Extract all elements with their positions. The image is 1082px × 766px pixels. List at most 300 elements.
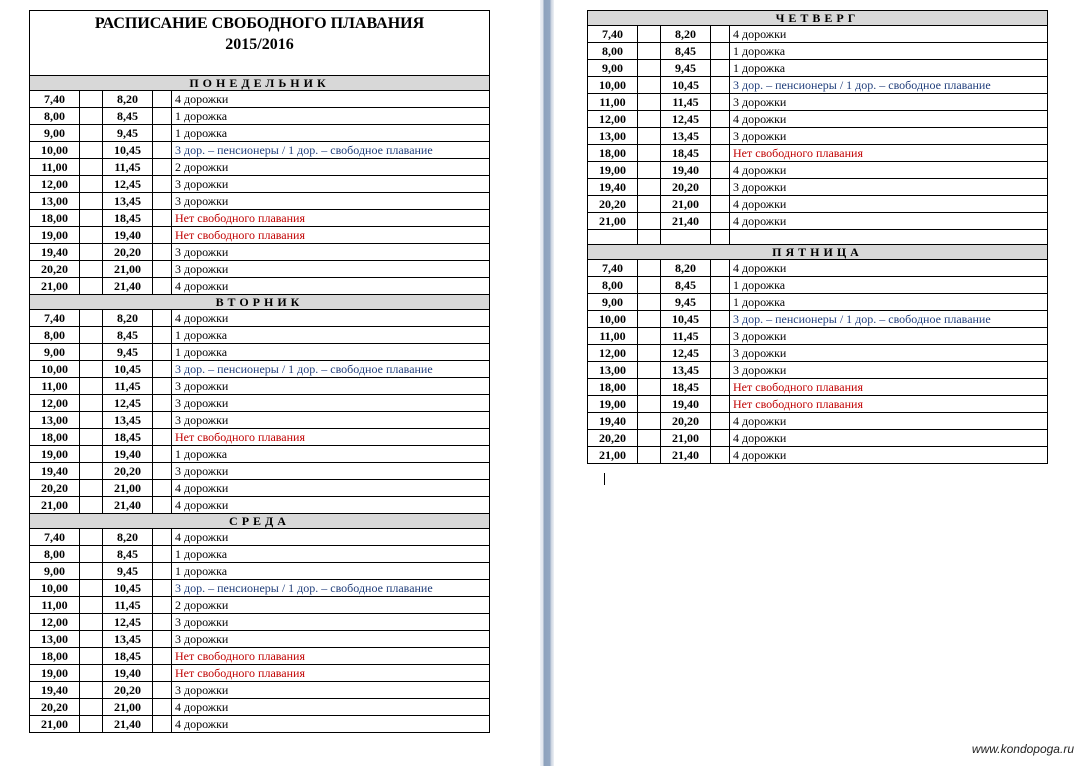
spacer-cell [153,378,172,395]
spacer-cell [153,91,172,108]
spacer-cell [711,60,730,77]
schedule-row [30,125,490,142]
start-time: 18,00 [30,210,80,227]
lane-note: 1 дорожка [172,125,490,142]
lane-note: 4 дорожки [730,196,1048,213]
lane-note: Нет свободного плавания [172,648,490,665]
empty-row [588,230,1048,245]
end-time: 21,00 [661,196,711,213]
schedule-row [588,345,1048,362]
start-time: 10,00 [30,361,80,378]
start-time: 12,00 [30,176,80,193]
spacer-cell [638,77,661,94]
end-time: 19,40 [103,227,153,244]
spacer-cell [80,244,103,261]
start-time: 9,00 [588,60,638,77]
schedule-row [30,631,490,648]
lane-note: 3 дорожки [730,179,1048,196]
schedule-row [30,227,490,244]
lane-note: 3 дорожки [172,463,490,480]
spacer-cell [711,43,730,60]
end-time: 19,40 [103,446,153,463]
lane-note: Нет свободного плавания [172,665,490,682]
start-time: 21,00 [30,497,80,514]
lane-note: 3 дор. – пенсионеры / 1 дор. – свободное плавание [730,311,1048,328]
start-time: 7,40 [30,91,80,108]
lane-note: 3 дорожки [730,128,1048,145]
end-time: 9,45 [103,563,153,580]
schedule-row [588,447,1048,464]
schedule-row [30,142,490,159]
end-time: 13,45 [103,631,153,648]
day-header: ЧЕТВЕРГ [588,11,1048,26]
start-time: 13,00 [30,412,80,429]
end-time: 13,45 [103,412,153,429]
start-time: 20,20 [588,430,638,447]
end-time: 18,45 [661,379,711,396]
watermark-text: www.kondopoga.ru [971,742,1074,756]
end-time: 12,45 [103,614,153,631]
end-time: 20,20 [103,682,153,699]
start-time: 12,00 [588,111,638,128]
schedule-row [588,111,1048,128]
start-time: 8,00 [588,277,638,294]
end-time: 20,20 [103,244,153,261]
end-time: 8,45 [103,546,153,563]
end-time: 20,20 [661,179,711,196]
lane-note: 4 дорожки [172,497,490,514]
lane-note: 3 дорожки [172,682,490,699]
start-time: 11,00 [30,378,80,395]
start-time: 18,00 [588,379,638,396]
end-time: 21,40 [103,278,153,295]
spacer-cell [711,430,730,447]
start-time: 8,00 [588,43,638,60]
spacer-cell [153,648,172,665]
spacer-cell [80,395,103,412]
spacer-cell [153,497,172,514]
spacer-cell [153,665,172,682]
lane-note: 4 дорожки [730,213,1048,230]
end-time: 19,40 [661,162,711,179]
schedule-row [30,278,490,295]
schedule-row [30,412,490,429]
lane-note: 3 дорожки [172,614,490,631]
spacer-cell [80,412,103,429]
day-header-row [30,76,490,91]
lane-note: 3 дорожки [172,261,490,278]
title-row [30,11,490,76]
end-time: 8,45 [103,327,153,344]
schedule-row [30,344,490,361]
spacer-cell [80,631,103,648]
start-time: 10,00 [588,311,638,328]
spacer-cell [80,446,103,463]
spacer-cell [80,546,103,563]
spacer-cell [153,395,172,412]
spacer-cell [80,361,103,378]
schedule-row [30,665,490,682]
spacer-cell [638,447,661,464]
lane-note: 4 дорожки [172,91,490,108]
end-time: 21,40 [103,497,153,514]
lane-note: 4 дорожки [730,447,1048,464]
lane-note: 1 дорожка [172,108,490,125]
lane-note: 3 дорожки [172,378,490,395]
day-header-row [30,514,490,529]
end-time: 12,45 [661,345,711,362]
end-time: 11,45 [103,597,153,614]
spacer-cell [153,699,172,716]
spacer-cell [638,413,661,430]
spacer-cell [711,260,730,277]
schedule-row [588,43,1048,60]
schedule-row [30,463,490,480]
lane-note: 3 дорожки [172,244,490,261]
spacer-cell [80,227,103,244]
spacer-cell [80,580,103,597]
start-time: 12,00 [30,395,80,412]
schedule-row [30,244,490,261]
spacer-cell [153,480,172,497]
lane-note: 4 дорожки [730,430,1048,447]
end-time: 10,45 [103,361,153,378]
spacer-cell [153,597,172,614]
spacer-cell [80,108,103,125]
spacer-cell [80,125,103,142]
lane-note: 3 дорожки [172,412,490,429]
lane-note: 3 дорожки [730,328,1048,345]
spacer-cell [80,327,103,344]
start-time: 19,40 [30,244,80,261]
end-time: 18,45 [103,648,153,665]
spacer-cell [80,261,103,278]
lane-note: 1 дорожка [172,446,490,463]
spacer-cell [80,480,103,497]
spacer-cell [638,379,661,396]
spacer-cell [153,327,172,344]
schedule-row [30,378,490,395]
start-time: 11,00 [30,159,80,176]
lane-note: Нет свободного плавания [172,210,490,227]
start-time: 19,40 [588,413,638,430]
schedule-row [30,108,490,125]
lane-note: 4 дорожки [172,278,490,295]
spacer-cell [80,193,103,210]
spacer-cell [638,196,661,213]
end-time: 19,40 [103,665,153,682]
lane-note: 1 дорожка [730,294,1048,311]
start-time: 20,20 [588,196,638,213]
end-time: 8,20 [661,260,711,277]
spacer-cell [80,597,103,614]
spacer-cell [638,328,661,345]
spacer-cell [711,111,730,128]
spacer-cell [153,446,172,463]
schedule-row [30,91,490,108]
end-time: 11,45 [661,94,711,111]
lane-note: Нет свободного плавания [730,396,1048,413]
spacer-cell [638,345,661,362]
schedule-row [30,310,490,327]
spacer-cell [638,396,661,413]
end-time: 21,40 [661,213,711,230]
schedule-row [588,213,1048,230]
spacer-cell [80,159,103,176]
start-time: 11,00 [588,94,638,111]
start-time: 19,00 [588,396,638,413]
end-time: 10,45 [103,580,153,597]
schedule-row [30,497,490,514]
schedule-table-right [587,10,1048,464]
lane-note: Нет свободного плавания [730,145,1048,162]
lane-note: 4 дорожки [172,529,490,546]
spacer-cell [153,210,172,227]
start-time: 9,00 [30,344,80,361]
empty-cell [588,230,638,245]
lane-note: 3 дор. – пенсионеры / 1 дор. – свободное плавание [172,361,490,378]
spacer-cell [711,145,730,162]
spacer-cell [153,463,172,480]
schedule-row [588,311,1048,328]
document-page-left [0,0,540,766]
end-time: 13,45 [661,128,711,145]
start-time: 10,00 [30,580,80,597]
schedule-row [588,145,1048,162]
end-time: 18,45 [103,210,153,227]
end-time: 13,45 [661,362,711,379]
lane-note: 4 дорожки [730,260,1048,277]
schedule-row [30,361,490,378]
lane-note: 3 дорожки [172,631,490,648]
spacer-cell [711,162,730,179]
end-time: 21,00 [103,261,153,278]
start-time: 19,00 [30,665,80,682]
schedule-row [30,429,490,446]
lane-note: 1 дорожка [172,563,490,580]
spacer-cell [638,179,661,196]
lane-note: 4 дорожки [172,699,490,716]
schedule-row [30,546,490,563]
schedule-row [30,563,490,580]
spacer-cell [80,699,103,716]
spacer-cell [153,278,172,295]
schedule-row [588,379,1048,396]
spacer-cell [638,26,661,43]
spacer-cell [711,196,730,213]
schedule-row [30,210,490,227]
lane-note: 4 дорожки [730,413,1048,430]
start-time: 12,00 [588,345,638,362]
start-time: 20,20 [30,261,80,278]
spacer-cell [638,94,661,111]
schedule-row [30,480,490,497]
spacer-cell [80,310,103,327]
lane-note: 1 дорожка [730,43,1048,60]
start-time: 19,40 [588,179,638,196]
spacer-cell [711,128,730,145]
spacer-cell [153,159,172,176]
spacer-cell [80,682,103,699]
lane-note: 3 дор. – пенсионеры / 1 дор. – свободное плавание [172,580,490,597]
end-time: 20,20 [661,413,711,430]
schedule-row [30,261,490,278]
day-header-row [588,245,1048,260]
spacer-cell [153,361,172,378]
title-line-1: РАСПИСАНИЕ СВОБОДНОГО ПЛАВАНИЯ [94,15,425,32]
end-time: 9,45 [661,60,711,77]
spacer-cell [80,716,103,733]
spacer-cell [80,344,103,361]
spacer-cell [80,429,103,446]
spacer-cell [80,91,103,108]
spacer-cell [153,142,172,159]
end-time: 13,45 [103,193,153,210]
spacer-cell [153,412,172,429]
spacer-cell [711,328,730,345]
start-time: 19,40 [30,463,80,480]
schedule-row [588,396,1048,413]
schedule-row [30,699,490,716]
start-time: 19,00 [30,227,80,244]
end-time: 12,45 [103,176,153,193]
end-time: 9,45 [103,125,153,142]
spacer-cell [638,128,661,145]
end-time: 21,00 [661,430,711,447]
lane-note: 3 дорожки [730,345,1048,362]
start-time: 13,00 [588,128,638,145]
lane-note: 3 дорожки [172,395,490,412]
schedule-row [588,294,1048,311]
start-time: 21,00 [30,278,80,295]
spacer-cell [80,497,103,514]
spacer-cell [711,77,730,94]
spacer-cell [711,311,730,328]
end-time: 8,20 [103,529,153,546]
spacer-cell [153,310,172,327]
schedule-table-left [29,10,490,733]
lane-note: 4 дорожки [730,162,1048,179]
start-time: 8,00 [30,327,80,344]
spacer-cell [711,26,730,43]
spacer-cell [80,665,103,682]
start-time: 7,40 [30,529,80,546]
empty-cell [638,230,661,245]
lane-note: 2 дорожки [172,159,490,176]
start-time: 21,00 [588,447,638,464]
start-time: 13,00 [30,193,80,210]
spacer-cell [153,227,172,244]
schedule-row [588,26,1048,43]
lane-note: 3 дорожки [730,362,1048,379]
lane-note: 1 дорожка [730,60,1048,77]
lane-note: 1 дорожка [172,327,490,344]
end-time: 8,20 [103,310,153,327]
schedule-row [30,648,490,665]
spacer-cell [711,379,730,396]
lane-note: Нет свободного плавания [172,227,490,244]
start-time: 13,00 [588,362,638,379]
start-time: 12,00 [30,614,80,631]
spacer-cell [153,429,172,446]
spacer-cell [711,413,730,430]
spacer-cell [711,345,730,362]
spacer-cell [153,682,172,699]
spacer-cell [153,580,172,597]
schedule-row [30,716,490,733]
spacer-cell [711,277,730,294]
spacer-cell [80,648,103,665]
empty-cell [661,230,711,245]
spacer-cell [80,378,103,395]
spacer-cell [638,294,661,311]
day-header: ПОНЕДЕЛЬНИК [30,76,490,91]
lane-note: Нет свободного плавания [730,379,1048,396]
lane-note: 3 дорожки [172,193,490,210]
day-header: ПЯТНИЦА [588,245,1048,260]
spacer-cell [711,179,730,196]
lane-note: 4 дорожки [172,480,490,497]
empty-cell [711,230,730,245]
end-time: 8,45 [661,43,711,60]
spacer-cell [80,142,103,159]
schedule-row [588,94,1048,111]
schedule-row [588,60,1048,77]
lane-note: 1 дорожка [172,344,490,361]
start-time: 18,00 [30,648,80,665]
schedule-row [30,614,490,631]
spacer-cell [711,362,730,379]
start-time: 18,00 [30,429,80,446]
schedule-row [30,395,490,412]
document-page-right [554,0,1082,766]
schedule-row [588,413,1048,430]
schedule-row [588,128,1048,145]
lane-note: 4 дорожки [172,310,490,327]
end-time: 10,45 [661,311,711,328]
end-time: 19,40 [661,396,711,413]
spacer-cell [153,631,172,648]
end-time: 18,45 [103,429,153,446]
spacer-cell [638,60,661,77]
day-header-row [30,295,490,310]
schedule-row [30,176,490,193]
spacer-cell [638,277,661,294]
spacer-cell [711,294,730,311]
start-time: 9,00 [588,294,638,311]
spacer-cell [638,111,661,128]
spacer-cell [80,529,103,546]
start-time: 11,00 [588,328,638,345]
end-time: 21,40 [661,447,711,464]
spacer-cell [638,43,661,60]
start-time: 19,00 [30,446,80,463]
schedule-row [588,328,1048,345]
title-line-2: 2015/2016 [225,36,294,53]
start-time: 7,40 [588,260,638,277]
schedule-row [30,446,490,463]
spacer-cell [80,463,103,480]
lane-note: 3 дор. – пенсионеры / 1 дор. – свободное плавание [172,142,490,159]
schedule-row [588,277,1048,294]
spacer-cell [80,614,103,631]
spacer-cell [153,344,172,361]
spacer-cell [638,430,661,447]
lane-note: 1 дорожка [730,277,1048,294]
lane-note: 3 дор. – пенсионеры / 1 дор. – свободное плавание [730,77,1048,94]
end-time: 12,45 [103,395,153,412]
spacer-cell [153,176,172,193]
